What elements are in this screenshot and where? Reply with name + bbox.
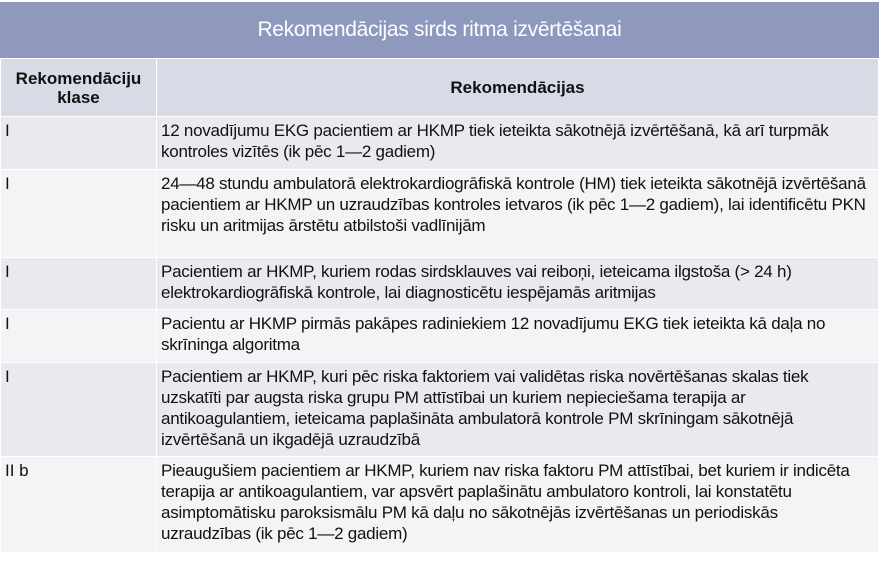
header-row — [1, 59, 879, 117]
table-row — [1, 457, 879, 553]
row-class: I — [1, 363, 157, 457]
header-class: Rekomendāciju klase — [1, 59, 157, 117]
table-title: Rekomendācijas sirds ritma izvērtēšanai — [0, 0, 879, 58]
table-row — [1, 117, 879, 170]
row-recommendation: Pacientiem ar HKMP, kuriem rodas sirdsklauves vai reiboņi, ieteicama ilgstoša (> 24 h) elektrokardiogrāfiskā kontrole, lai diagnosticētu iespējamās aritmijas — [157, 258, 879, 310]
table-row — [1, 170, 879, 258]
row-class: I — [1, 310, 157, 363]
row-class: I — [1, 258, 157, 310]
table-row — [1, 310, 879, 363]
recommendations-grid — [0, 58, 879, 553]
row-recommendation: 24—48 stundu ambulatorā elektrokardiogrāfiskā kontrole (HM) tiek ieteikta sākotnējā izvērtēšanā pacientiem ar HKMP un uzraudzības kontroles ietvaros (ik pēc 1—2 gadiem), lai identificētu PKN risku un aritmijas ārstētu atbilstoši vadlīnijām — [157, 170, 879, 258]
row-class: I — [1, 170, 157, 258]
row-recommendation: Pieaugušiem pacientiem ar HKMP, kuriem nav riska faktoru PM attīstībai, bet kuriem ir indicēta terapija ar antikoagulantiem, var apsvērt paplašinātu ambulatoro kontroli, lai konstatētu asimptomātisku paroksismālu PM kā daļu no sākotnējās izvērtēšanas un periodiskās uzraudzības (ik pēc 1—2 gadiem) — [157, 457, 879, 553]
row-class: I — [1, 117, 157, 170]
table-row — [1, 258, 879, 310]
table-row — [1, 363, 879, 457]
row-recommendation: 12 novadījumu EKG pacientiem ar HKMP tiek ieteikta sākotnējā izvērtēšanā, kā arī turpmāk kontroles vizītēs (ik pēc 1—2 gadiem) — [157, 117, 879, 170]
header-recommendation: Rekomendācijas — [157, 59, 879, 117]
row-recommendation: Pacientiem ar HKMP, kuri pēc riska faktoriem vai validētas riska novērtēšanas skalas tiek uzskatīti par augsta riska grupu PM attīstībai un kuriem nepieciešama terapija ar antikoagulantiem, ieteicama paplašināta ambulatorā kontrole PM skrīningam sākotnējā izvērtēšanā un ikgadējā uzraudzībā — [157, 363, 879, 457]
row-recommendation: Pacientu ar HKMP pirmās pakāpes radiniekiem 12 novadījumu EKG tiek ieteikta kā daļa no skrīninga algoritma — [157, 310, 879, 363]
row-class: II b — [1, 457, 157, 553]
